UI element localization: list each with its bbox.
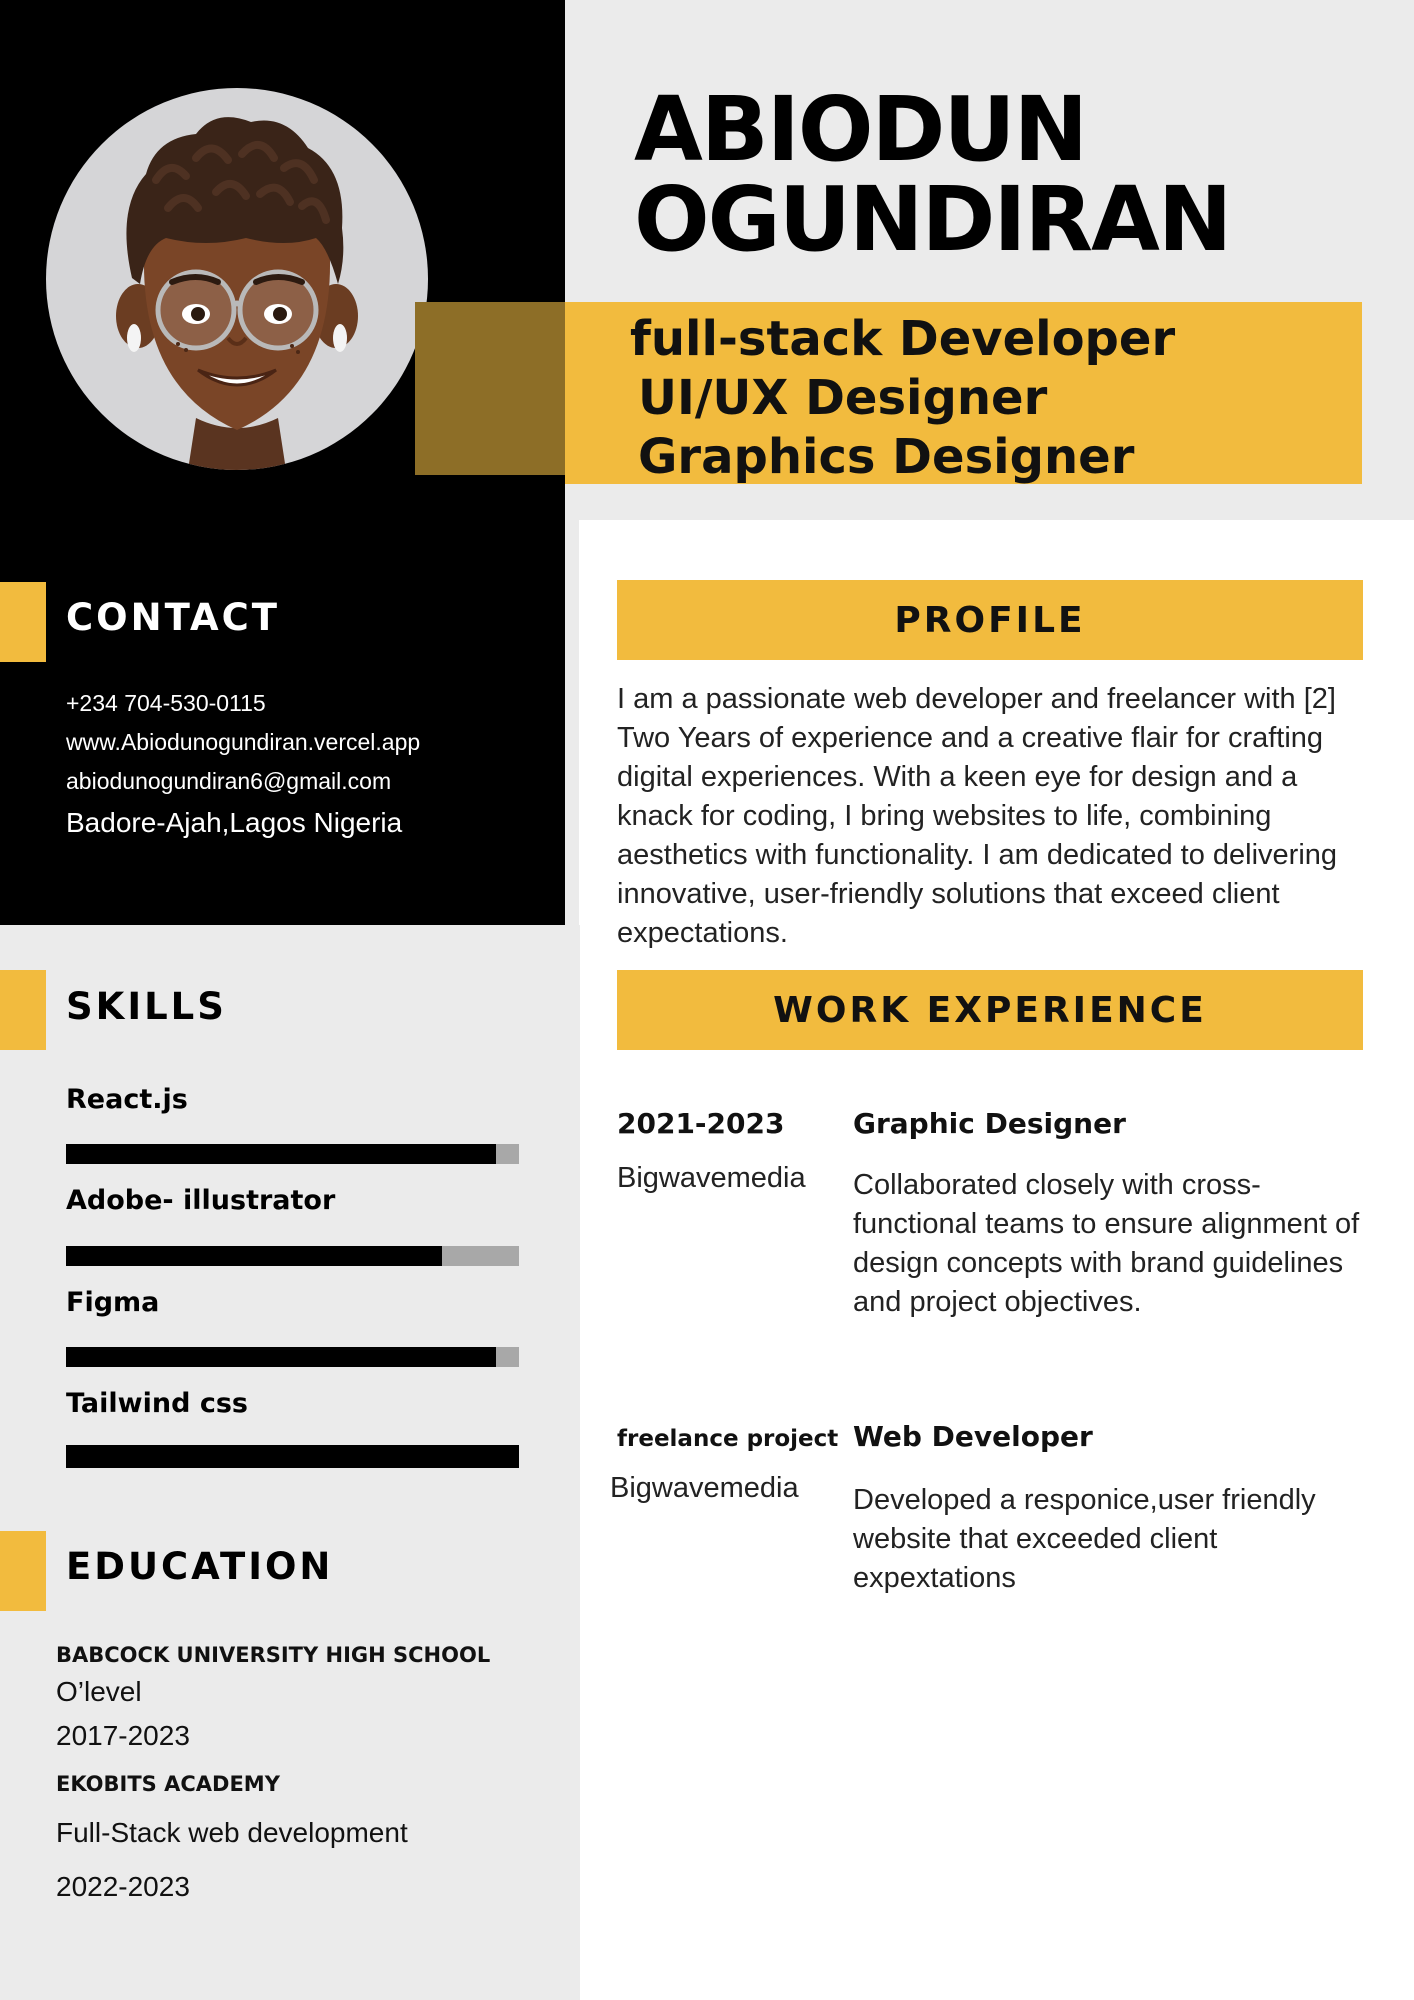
skill-label-react: React.js xyxy=(66,1084,188,1115)
full-name xyxy=(634,77,1231,271)
memoji-avatar-icon xyxy=(46,88,428,470)
name-last: OGUNDIRAN xyxy=(634,167,1231,271)
skill-bar-tailwind xyxy=(66,1445,519,1468)
contact-location: Badore-Ajah,Lagos Nigeria xyxy=(66,807,403,838)
edu-program-2: Full-Stack web development xyxy=(56,1817,408,1848)
job-2-role: Web Developer xyxy=(853,1420,1093,1453)
work-header-bar xyxy=(617,970,1363,1050)
edu-years-2: 2022-2023 xyxy=(56,1871,190,1902)
contact-phone: +234 704-530-0115 xyxy=(66,690,266,716)
role-uiux: UI/UX Designer xyxy=(638,370,1048,426)
skill-fill-illustrator xyxy=(66,1246,442,1266)
edu-program-1: O’level xyxy=(56,1676,142,1707)
job-2-date: freelance project xyxy=(617,1426,839,1452)
skill-bar-illustrator xyxy=(66,1246,519,1266)
job-1-description: Collaborated closely with cross-functional teams to ensure alignment of design concepts with brand guidelines and project objectives. xyxy=(853,1169,1360,1318)
job-2-description: Developed a responice,user friendly website that exceeded client expextations xyxy=(853,1484,1316,1594)
contact-details xyxy=(66,690,420,847)
contact-accent xyxy=(0,582,46,662)
role-fullstack: full-stack Developer xyxy=(630,311,1176,367)
skill-fill-tailwind xyxy=(66,1445,519,1468)
skill-fill-figma xyxy=(66,1347,496,1367)
name-first: ABIODUN xyxy=(634,77,1087,181)
job-1-date: 2021-2023 xyxy=(617,1107,785,1140)
skills-title: SKILLS xyxy=(66,985,227,1028)
divider-stripe xyxy=(565,520,579,925)
role-graphics: Graphics Designer xyxy=(638,429,1135,485)
profile-header-bar xyxy=(617,580,1363,660)
job-2-company: Bigwavemedia xyxy=(610,1472,799,1504)
profile-title: PROFILE xyxy=(894,599,1086,641)
contact-website: www.Abiodunogundiran.vercel.app xyxy=(66,729,421,755)
olive-accent-block xyxy=(415,302,567,475)
work-title: WORK EXPERIENCE xyxy=(773,989,1207,1031)
job-1-role: Graphic Designer xyxy=(853,1107,1126,1140)
edu-school-2: EKOBITS ACADEMY xyxy=(56,1772,280,1796)
job-1-company: Bigwavemedia xyxy=(617,1162,806,1194)
contact-title: CONTACT xyxy=(66,596,280,639)
roles-list xyxy=(630,310,1175,487)
skill-label-illustrator: Adobe- illustrator xyxy=(66,1185,336,1216)
avatar xyxy=(46,88,428,470)
contact-email: abiodunogundiran6@gmail.com xyxy=(66,768,392,794)
skills-accent xyxy=(0,970,46,1050)
skill-label-figma: Figma xyxy=(66,1287,160,1318)
edu-years-1: 2017-2023 xyxy=(56,1720,190,1751)
education-title: EDUCATION xyxy=(66,1545,334,1588)
edu-school-1: BABCOCK UNIVERSITY HIGH SCHOOL xyxy=(56,1643,491,1667)
profile-text: I am a passionate web developer and freelancer with [2] Two Years of experience and a creative flair for crafting digital experiences. With a keen eye for design and a knack for coding, I bring websites to life, combining aesthetics with functionality. I am dedicated to delivering innovative, user-friendly solutions that exceed client expectations. xyxy=(617,683,1338,949)
education-accent xyxy=(0,1531,46,1611)
skill-bar-react xyxy=(66,1144,519,1164)
skill-bar-figma xyxy=(66,1347,519,1367)
skill-fill-react xyxy=(66,1144,496,1164)
skill-label-tailwind: Tailwind css xyxy=(66,1388,248,1419)
